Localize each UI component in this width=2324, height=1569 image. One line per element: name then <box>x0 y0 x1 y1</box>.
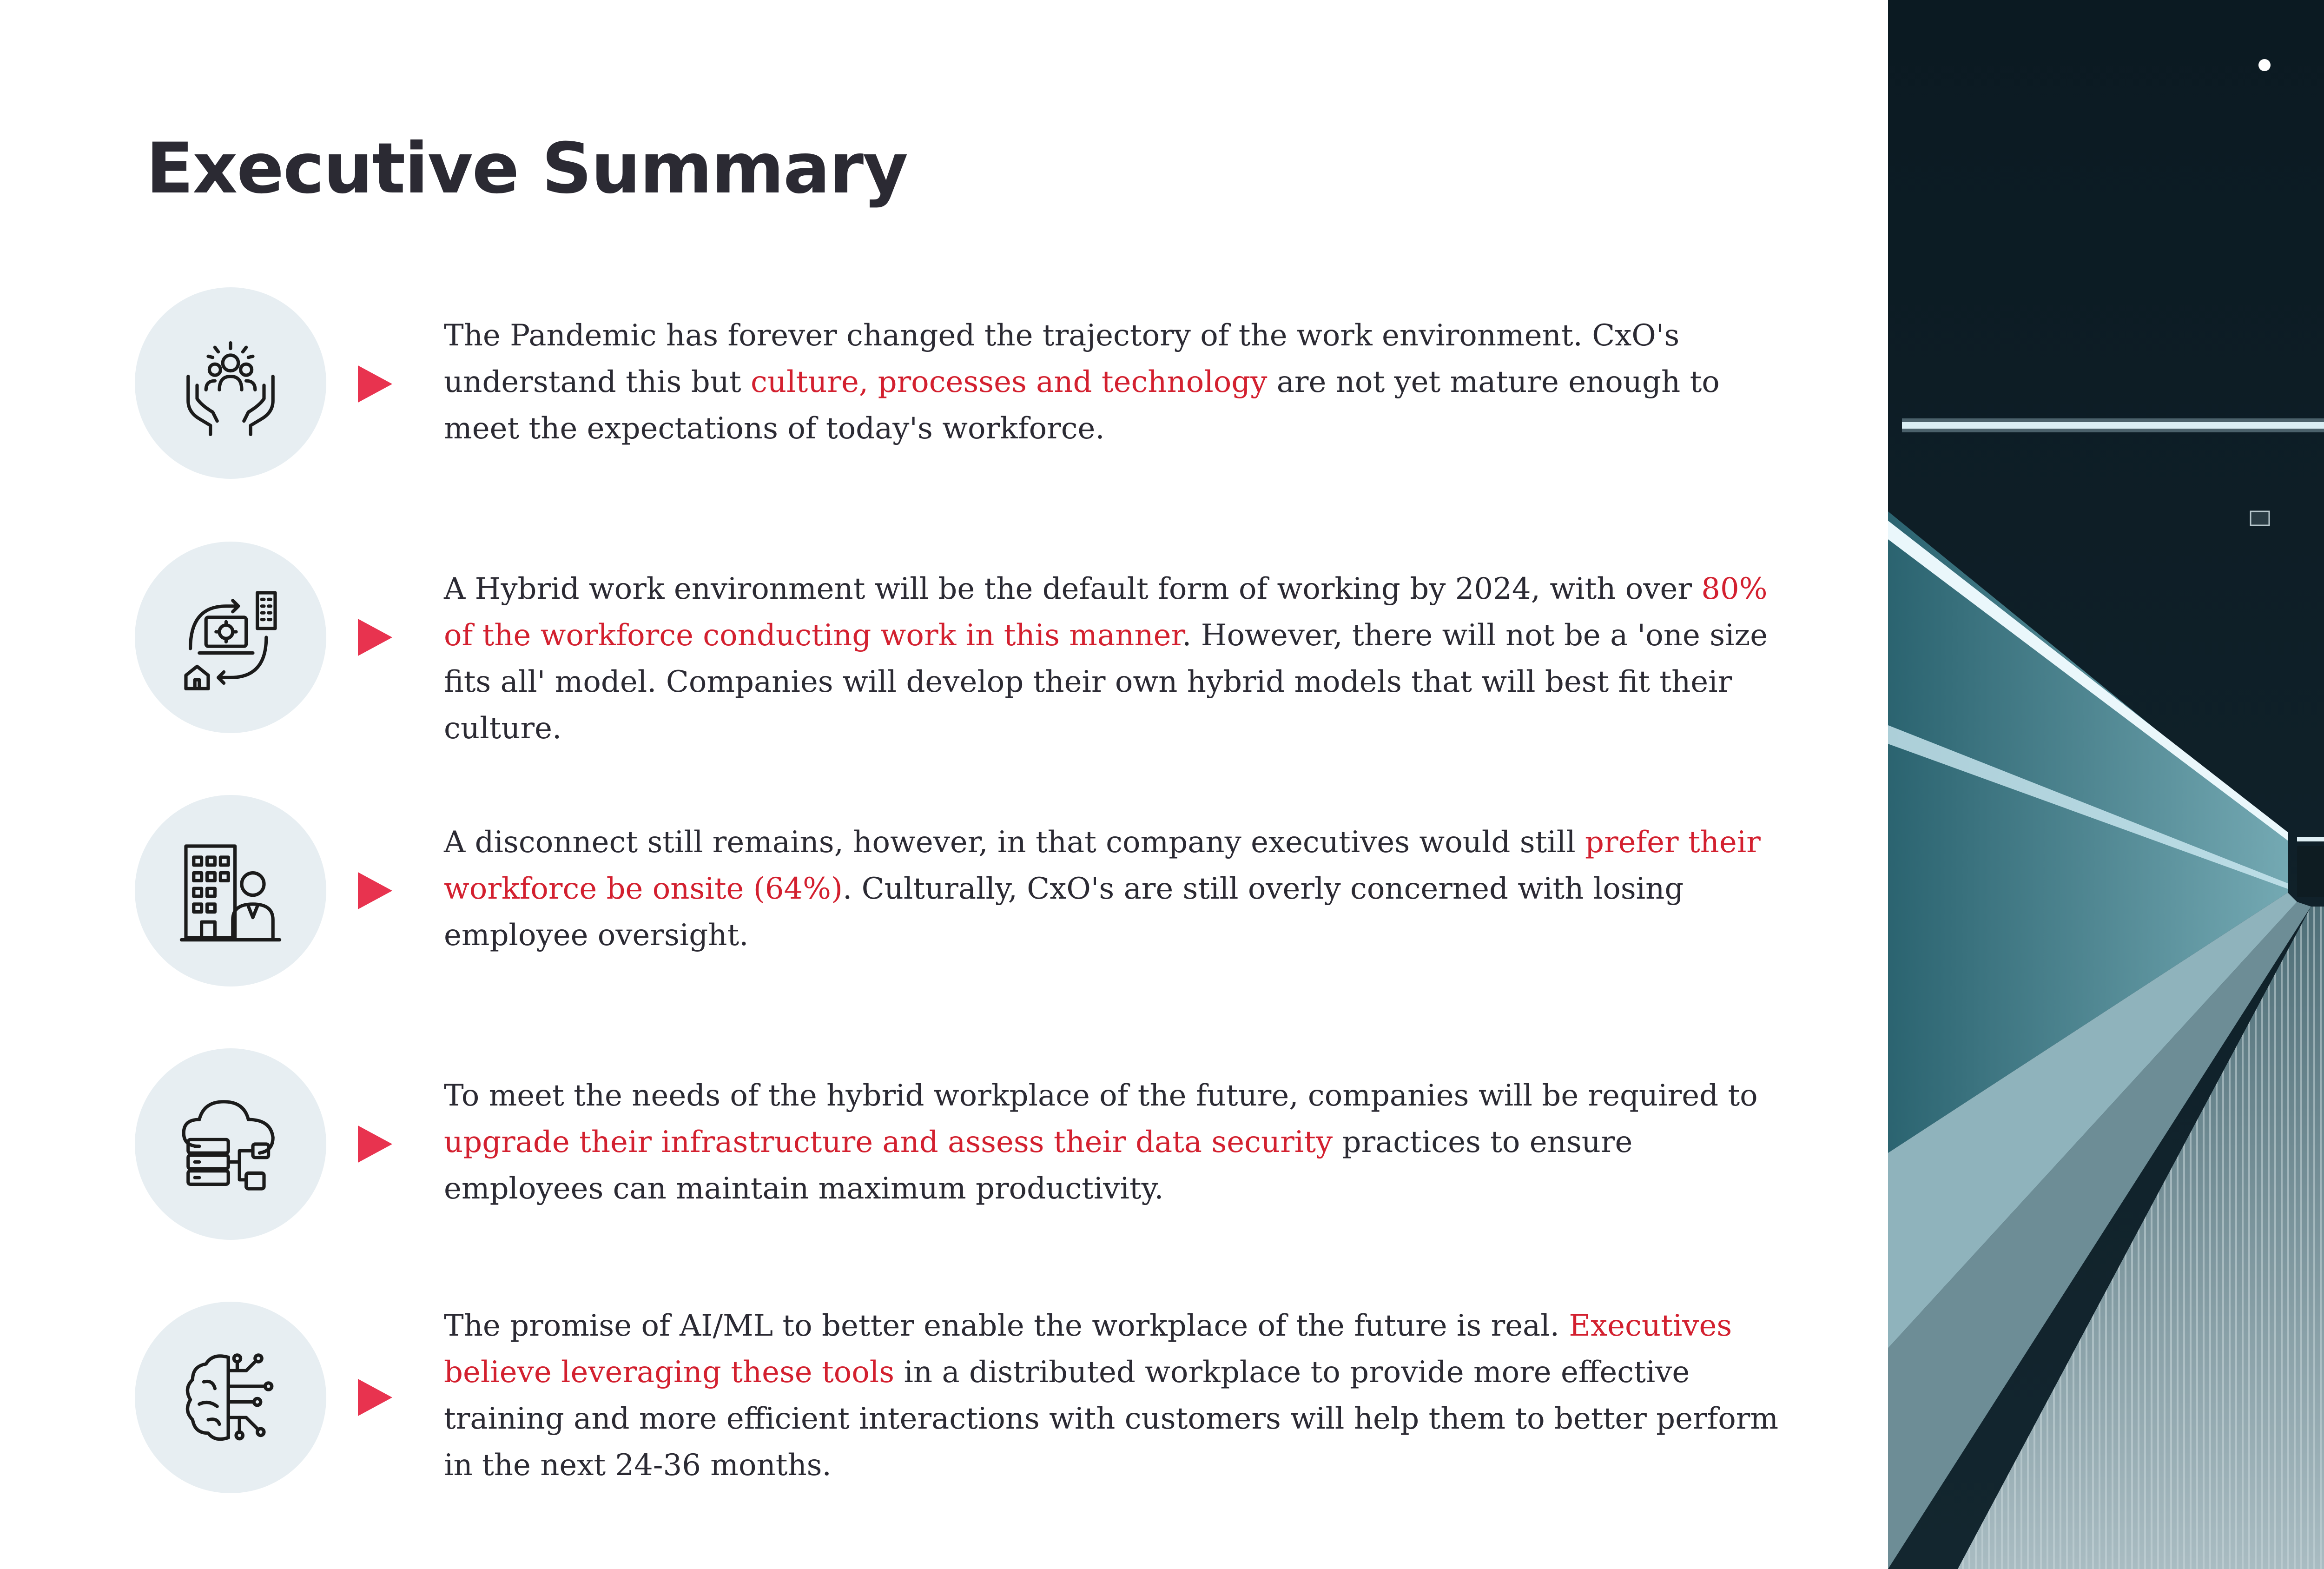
highlight-text: prefer their workforce be onsite (64%) <box>444 825 1761 906</box>
office-employee-icon <box>175 835 286 947</box>
icon-circle <box>135 1048 326 1240</box>
summary-text: The promise of AI/ML to better enable the workplace of the future is real. Executives believe leveraging these tools in a distributed workplace to provide more effective training and more efficient interactions with customers will help them to better perform in the next 24-36 months. <box>444 1309 1779 1483</box>
highlight-text: 80% of the workforce conducting work in this manner <box>444 572 1768 653</box>
cloud-database-icon <box>175 1088 286 1200</box>
icon-circle <box>135 542 326 733</box>
highlight-text: culture, processes and technology <box>750 365 1268 399</box>
bullet-arrow-icon <box>358 619 392 656</box>
bullet-arrow-icon <box>358 365 392 403</box>
bullet-arrow-icon <box>358 872 392 909</box>
icon-circle <box>135 1302 326 1493</box>
ai-brain-icon <box>175 1342 286 1453</box>
highlight-text: upgrade their infrastructure and assess their data security <box>444 1125 1333 1159</box>
summary-text: To meet the needs of the hybrid workplace of the future, companies will be required to upgrade their infrastructure and assess their data security practices to ensure employees can maintain maximum productivity. <box>444 1079 1758 1206</box>
icon-circle <box>135 287 326 479</box>
summary-text: The Pandemic has forever changed the trajectory of the work environment. CxO's understand this but culture, processes and technology are not yet mature enough to meet the expectations of today's workforce. <box>444 318 1720 446</box>
page-title: Executive Summary <box>146 128 907 209</box>
summary-text: A disconnect still remains, however, in that company executives would still prefer their workforce be onsite (64%). Culturally, CxO's are still overly concerned with losing employee oversight. <box>444 825 1761 953</box>
hybrid-work-icon <box>175 582 286 693</box>
bullet-arrow-icon <box>358 1125 392 1163</box>
hands-team-icon <box>175 327 286 439</box>
bullet-arrow-icon <box>358 1379 392 1416</box>
moving-walkway-photo <box>1888 0 2324 1569</box>
icon-circle <box>135 795 326 986</box>
highlight-text: Executives believe leveraging these tools <box>444 1309 1732 1390</box>
summary-text: A Hybrid work environment will be the default form of working by 2024, with over 80% of the workforce conducting work in this manner. However, there will not be a 'one size fits all' model. Companies will develop their own hybrid models that will best fit their culture. <box>444 572 1768 746</box>
